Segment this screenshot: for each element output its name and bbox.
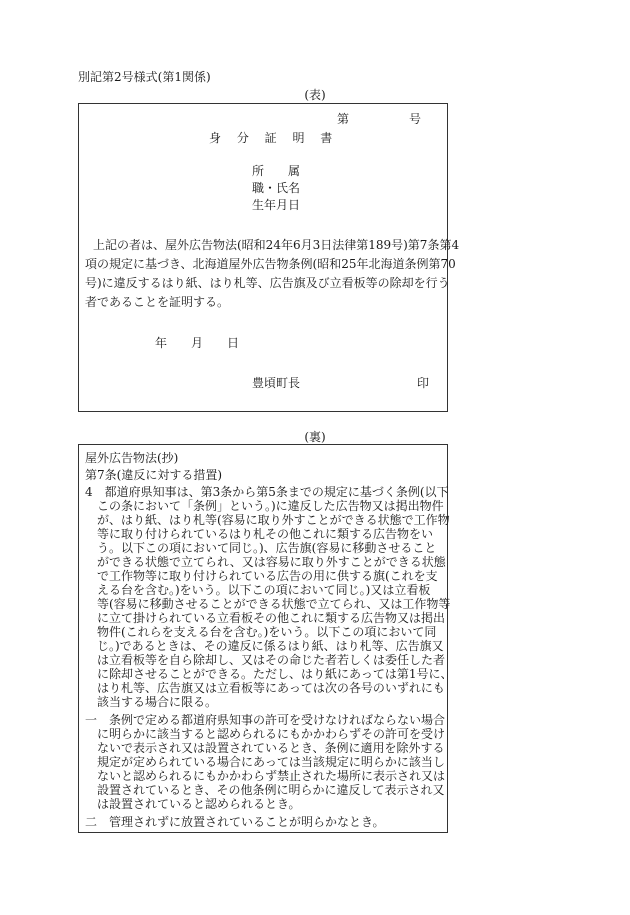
back-line: は設置されていると認められるとき。	[85, 797, 301, 811]
back-line: 等に取り付けられているはり札その他これに類する広告物をい	[85, 527, 434, 541]
back-line: 一 条例で定める都道府県知事の許可を受けなければならない場合	[85, 713, 446, 727]
number-dai: 第	[337, 112, 350, 126]
back-line: える台を含む。)をいう。以下この項において同じ。)又は立看板	[85, 583, 431, 597]
body-line: 上記の者は、屋外広告物法(昭和24年6月3日法律第189号)第7条第4	[93, 238, 460, 252]
field-birthdate: 生年月日	[252, 198, 301, 212]
back-line: 屋外広告物法(抄)	[85, 451, 179, 465]
form-heading: 別記第2号様式(第1関係)	[78, 70, 211, 84]
back-line: は立看板等を自ら除却し、又はその命じた者若しくは委任した者	[85, 653, 446, 667]
back-line: に明らかに該当すると認められるにもかかわらずその許可を受け	[85, 727, 446, 741]
body-line: 号)に違反するはり紙、はり札等、広告旗及び立看板等の除却を行う	[85, 276, 450, 290]
front-side-label: (表)	[304, 88, 326, 102]
back-line: 二 管理されずに放置されていることが明らかなとき。	[85, 815, 385, 829]
body-line: 項の規定に基づき、北海道屋外広告物条例(昭和25年北海道条例第70	[85, 257, 456, 271]
field-position-name: 職・氏名	[252, 181, 301, 195]
back-line: 設置されているとき、その他条例に明らかに違反して表示され又	[85, 783, 445, 797]
back-line: に除却させることができる。ただし、はり紙にあっては第1号に、	[85, 667, 453, 681]
body-line: 者であることを証明する。	[85, 295, 230, 309]
back-line: ができる状態で立てられ、又は容易に取り外すことができる状態	[85, 555, 446, 569]
certificate-back	[78, 444, 453, 833]
back-line: 4 都道府県知事は、第3条から第5条までの規定に基づく条例(以下	[85, 485, 449, 499]
back-line: ないで表示され又は設置されているとき、条例に適用を除外する	[85, 741, 445, 755]
back-line: が、はり紙、はり札等(容易に取り外すことができる状態で工作物	[85, 513, 450, 527]
issuer-name: 豊頃町長	[252, 376, 301, 390]
back-line: 第7条(違反に対する措置)	[85, 468, 222, 482]
back-line: 物件(これらを支える台を含む。)をいう。以下この項において同	[85, 625, 437, 639]
issue-date: 年 月 日	[155, 336, 240, 350]
back-line: う。以下この項において同じ。)、広告旗(容易に移動させること	[85, 541, 437, 555]
back-line: に立て掛けられている立看板その他これに類する広告物又は掲出	[85, 611, 446, 625]
number-go: 号	[409, 112, 422, 126]
back-line: この条において「条例」という。)に違反した広告物又は掲出物件	[85, 499, 444, 513]
back-line: 該当する場合に限る。	[85, 695, 218, 709]
back-line: 等(容易に移動させることができる状態で立てられ、又は工作物等	[85, 597, 451, 611]
certificate-front	[78, 103, 460, 412]
back-line: じ。)であるときは、その違反に係るはり紙、はり札等、広告旗又	[85, 639, 444, 653]
certificate-title: 身 分 証 明 書	[209, 131, 339, 145]
back-line: ないと認められるにもかかわらず禁止された場所に表示され又は	[85, 769, 446, 783]
seal-mark: 印	[417, 376, 430, 390]
back-line: はり札等、広告旗又は立看板等にあっては次の各号のいずれにも	[85, 681, 445, 695]
back-side-label: (裏)	[304, 430, 326, 444]
field-affiliation: 所 属	[252, 164, 301, 178]
back-line: で工作物等に取り付けられている広告の用に供する旗(これを支	[85, 569, 438, 583]
back-line: 規定が定められている場合にあっては当該規定に明らかに該当し	[85, 755, 445, 769]
